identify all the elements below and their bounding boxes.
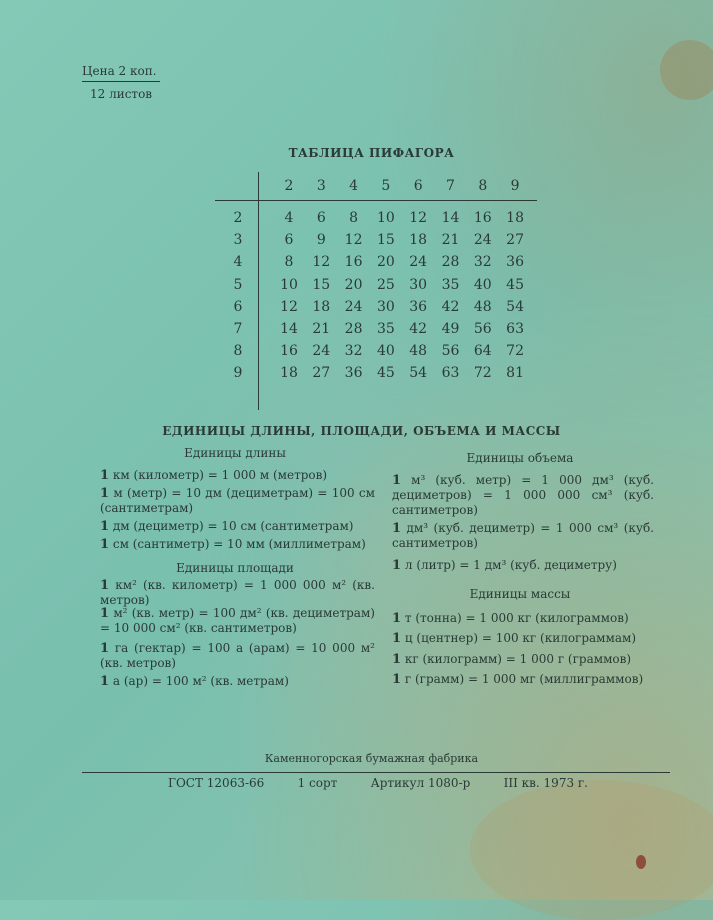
unit-entry-text: м (метр) = 10 дм (дециметрам) = 100 см (сантиметрам) bbox=[100, 486, 375, 515]
table-cell: 30 bbox=[409, 276, 428, 293]
paper-stain bbox=[470, 780, 713, 920]
pythagoras-table bbox=[215, 172, 545, 412]
unit-entry-text: дм (дециметр) = 10 см (сантиметрам) bbox=[112, 519, 354, 533]
table-cell: 36 bbox=[344, 365, 363, 382]
table-cell: 56 bbox=[473, 321, 492, 337]
table-cell: 30 bbox=[376, 298, 395, 315]
table-cell: 16 bbox=[344, 254, 363, 271]
unit-entry-lead: 1 bbox=[392, 558, 402, 573]
volume-heading: Единицы объема bbox=[466, 451, 574, 465]
table-cell: 24 bbox=[344, 298, 363, 315]
article-label: Артикул 1080-р bbox=[370, 776, 471, 790]
table-cell: 15 bbox=[376, 232, 395, 249]
table-cell: 54 bbox=[409, 365, 428, 382]
table-column-header: 4 bbox=[349, 178, 359, 194]
table-cell: 32 bbox=[344, 343, 363, 360]
table-cell: 9 bbox=[316, 232, 326, 249]
unit-entry-text: т (тонна) = 1 000 кг (килограммов) bbox=[404, 611, 629, 625]
table-cell: 54 bbox=[506, 298, 524, 315]
table-row-header: 4 bbox=[233, 254, 243, 271]
table-cell: 56 bbox=[441, 343, 460, 360]
unit-entry-text: дм³ (куб. дециметр) = 1 000 см³ (куб. сантиметров) bbox=[392, 521, 654, 550]
table-cell: 6 bbox=[316, 210, 326, 226]
table-cell: 27 bbox=[312, 365, 331, 382]
unit-entry bbox=[392, 652, 647, 667]
table-cell: 24 bbox=[409, 254, 428, 271]
table-cell: 12 bbox=[280, 298, 298, 315]
unit-entry-lead: 1 bbox=[100, 486, 110, 501]
table-cell: 49 bbox=[441, 321, 460, 337]
price-underline bbox=[82, 81, 160, 82]
unit-entry bbox=[392, 558, 654, 573]
table-row-header: 3 bbox=[233, 232, 243, 249]
table-cell: 81 bbox=[506, 365, 524, 382]
footer-details bbox=[168, 776, 588, 790]
table-cell: 18 bbox=[280, 365, 298, 382]
unit-entry-text: кг (килограмм) = 1 000 г (граммов) bbox=[404, 652, 632, 666]
table-cell: 28 bbox=[344, 321, 363, 337]
unit-entry-lead: 1 bbox=[392, 672, 402, 687]
paper-stain bbox=[636, 855, 646, 869]
table-cell: 63 bbox=[441, 365, 460, 382]
unit-entry bbox=[392, 473, 654, 518]
table-cell: 36 bbox=[409, 298, 428, 315]
table-column-header: 8 bbox=[478, 178, 488, 194]
gost-label: ГОСТ 12063-66 bbox=[168, 776, 265, 790]
table-row-header: 9 bbox=[233, 365, 243, 382]
table-column-header: 9 bbox=[510, 178, 520, 194]
table-row-header: 6 bbox=[233, 298, 243, 315]
unit-entry-lead: 1 bbox=[392, 631, 402, 646]
unit-entry-lead: 1 bbox=[100, 537, 110, 552]
unit-entry-text: л (литр) = 1 дм³ (куб. дециметру) bbox=[404, 558, 617, 572]
unit-entry-text: га (гектар) = 100 а (арам) = 10 000 м² (кв. метров) bbox=[100, 641, 375, 670]
unit-entry bbox=[100, 519, 375, 534]
table-cell: 21 bbox=[312, 321, 331, 337]
table-cell: 45 bbox=[506, 276, 524, 293]
table-row-header: 8 bbox=[233, 343, 243, 360]
table-cell: 40 bbox=[376, 343, 395, 360]
table-cell: 45 bbox=[376, 365, 395, 382]
table-cell: 20 bbox=[376, 254, 395, 271]
table-cell: 21 bbox=[441, 232, 460, 249]
unit-entry-text: км² (кв. километр) = 1 000 000 м² (кв. метров) bbox=[100, 578, 375, 607]
table-cell: 18 bbox=[312, 298, 331, 315]
mass-heading: Единицы массы bbox=[469, 587, 571, 601]
unit-entry-text: г (грамм) = 1 000 мг (миллиграммов) bbox=[404, 672, 644, 686]
table-cell: 12 bbox=[312, 254, 331, 271]
factory-name: Каменногорская бумажная фабрика bbox=[264, 752, 479, 765]
table-cell: 15 bbox=[312, 276, 331, 293]
table-cell: 10 bbox=[376, 210, 395, 226]
unit-entry-text: м³ (куб. метр) = 1 000 дм³ (куб. дециметров) = 1 000 000 см³ (куб. сантиметров) bbox=[392, 473, 654, 517]
unit-entry-text: м² (кв. метр) = 100 дм² (кв. дециметрам) = 10 000 см² (кв. сантиметров) bbox=[100, 606, 375, 635]
unit-entry bbox=[392, 521, 654, 551]
table-cell: 6 bbox=[284, 232, 294, 249]
unit-entry-lead: 1 bbox=[100, 606, 110, 621]
table-cell: 48 bbox=[409, 343, 428, 360]
table-cell: 48 bbox=[473, 298, 492, 315]
length-heading: Единицы длины bbox=[184, 446, 286, 460]
price-label: Цена 2 коп. bbox=[82, 64, 157, 78]
unit-entry-lead: 1 bbox=[392, 521, 402, 536]
unit-entry bbox=[100, 641, 375, 671]
table-cell: 20 bbox=[344, 276, 363, 293]
pythagoras-title: ТАБЛИЦА ПИФАГОРА bbox=[288, 146, 455, 160]
table-cell: 28 bbox=[441, 254, 460, 271]
unit-entry-text: км (километр) = 1 000 м (метров) bbox=[112, 468, 328, 482]
table-cell: 12 bbox=[409, 210, 428, 226]
table-cell: 16 bbox=[280, 343, 298, 360]
unit-entry bbox=[392, 631, 647, 646]
table-row-header: 2 bbox=[233, 210, 243, 226]
table-cell: 63 bbox=[506, 321, 524, 337]
table-cell: 24 bbox=[473, 232, 492, 249]
table-column-header: 3 bbox=[316, 178, 326, 194]
unit-entry-text: см (сантиметр) = 10 мм (миллиметрам) bbox=[112, 537, 366, 551]
area-heading: Единицы площади bbox=[176, 561, 294, 575]
table-column-header: 6 bbox=[413, 178, 423, 194]
unit-entry bbox=[100, 606, 375, 636]
table-row-header: 7 bbox=[233, 321, 243, 337]
unit-entry bbox=[100, 537, 375, 552]
unit-entry-lead: 1 bbox=[100, 578, 110, 593]
table-cell: 27 bbox=[506, 232, 524, 249]
unit-entry-lead: 1 bbox=[100, 674, 110, 689]
unit-entry-text: ц (центнер) = 100 кг (килограммам) bbox=[404, 631, 636, 645]
table-horizontal-rule bbox=[215, 200, 537, 201]
unit-entry-lead: 1 bbox=[100, 468, 110, 483]
table-cell: 35 bbox=[441, 276, 460, 293]
unit-entry bbox=[100, 674, 375, 689]
table-cell: 18 bbox=[409, 232, 428, 249]
unit-entry-lead: 1 bbox=[100, 519, 110, 534]
table-cell: 25 bbox=[376, 276, 395, 293]
table-row-header: 5 bbox=[233, 276, 243, 293]
grade-label: 1 сорт bbox=[297, 776, 338, 790]
footer-rule bbox=[82, 772, 670, 773]
table-cell: 10 bbox=[280, 276, 298, 293]
quarter-label: III кв. 1973 г. bbox=[503, 776, 588, 790]
table-cell: 42 bbox=[409, 321, 428, 337]
unit-entry bbox=[392, 611, 647, 626]
unit-entry bbox=[100, 486, 375, 516]
table-cell: 42 bbox=[441, 298, 460, 315]
table-cell: 24 bbox=[312, 343, 331, 360]
table-cell: 16 bbox=[473, 210, 492, 226]
unit-entry-text: а (ар) = 100 м² (кв. метрам) bbox=[112, 674, 289, 688]
table-cell: 4 bbox=[284, 210, 294, 226]
table-cell: 40 bbox=[473, 276, 492, 293]
table-column-header: 2 bbox=[284, 178, 294, 194]
table-column-header: 7 bbox=[446, 178, 455, 194]
table-cell: 72 bbox=[473, 365, 492, 382]
table-cell: 72 bbox=[506, 343, 524, 360]
table-cell: 35 bbox=[376, 321, 395, 337]
table-cell: 12 bbox=[344, 232, 363, 249]
unit-entry-lead: 1 bbox=[392, 611, 402, 626]
table-column-header: 5 bbox=[381, 178, 391, 194]
unit-entry-lead: 1 bbox=[392, 652, 402, 667]
unit-entry bbox=[392, 672, 647, 687]
unit-entry-lead: 1 bbox=[100, 641, 110, 656]
unit-entry bbox=[100, 468, 375, 483]
paper-stain bbox=[660, 40, 713, 100]
table-cell: 32 bbox=[473, 254, 492, 271]
table-cell: 64 bbox=[473, 343, 492, 360]
table-cell: 18 bbox=[506, 210, 524, 226]
unit-entry-lead: 1 bbox=[392, 473, 402, 488]
table-cell: 14 bbox=[441, 210, 460, 226]
table-cell: 14 bbox=[280, 321, 298, 337]
sheet-count-label: 12 листов bbox=[90, 87, 153, 101]
units-title: ЕДИНИЦЫ ДЛИНЫ, ПЛОЩАДИ, ОБЪЕМА И МАССЫ bbox=[162, 424, 561, 438]
unit-entry bbox=[100, 578, 375, 608]
table-vertical-rule bbox=[258, 172, 259, 410]
table-cell: 36 bbox=[506, 254, 524, 271]
table-cell: 8 bbox=[349, 210, 359, 226]
table-cell: 8 bbox=[284, 254, 294, 271]
